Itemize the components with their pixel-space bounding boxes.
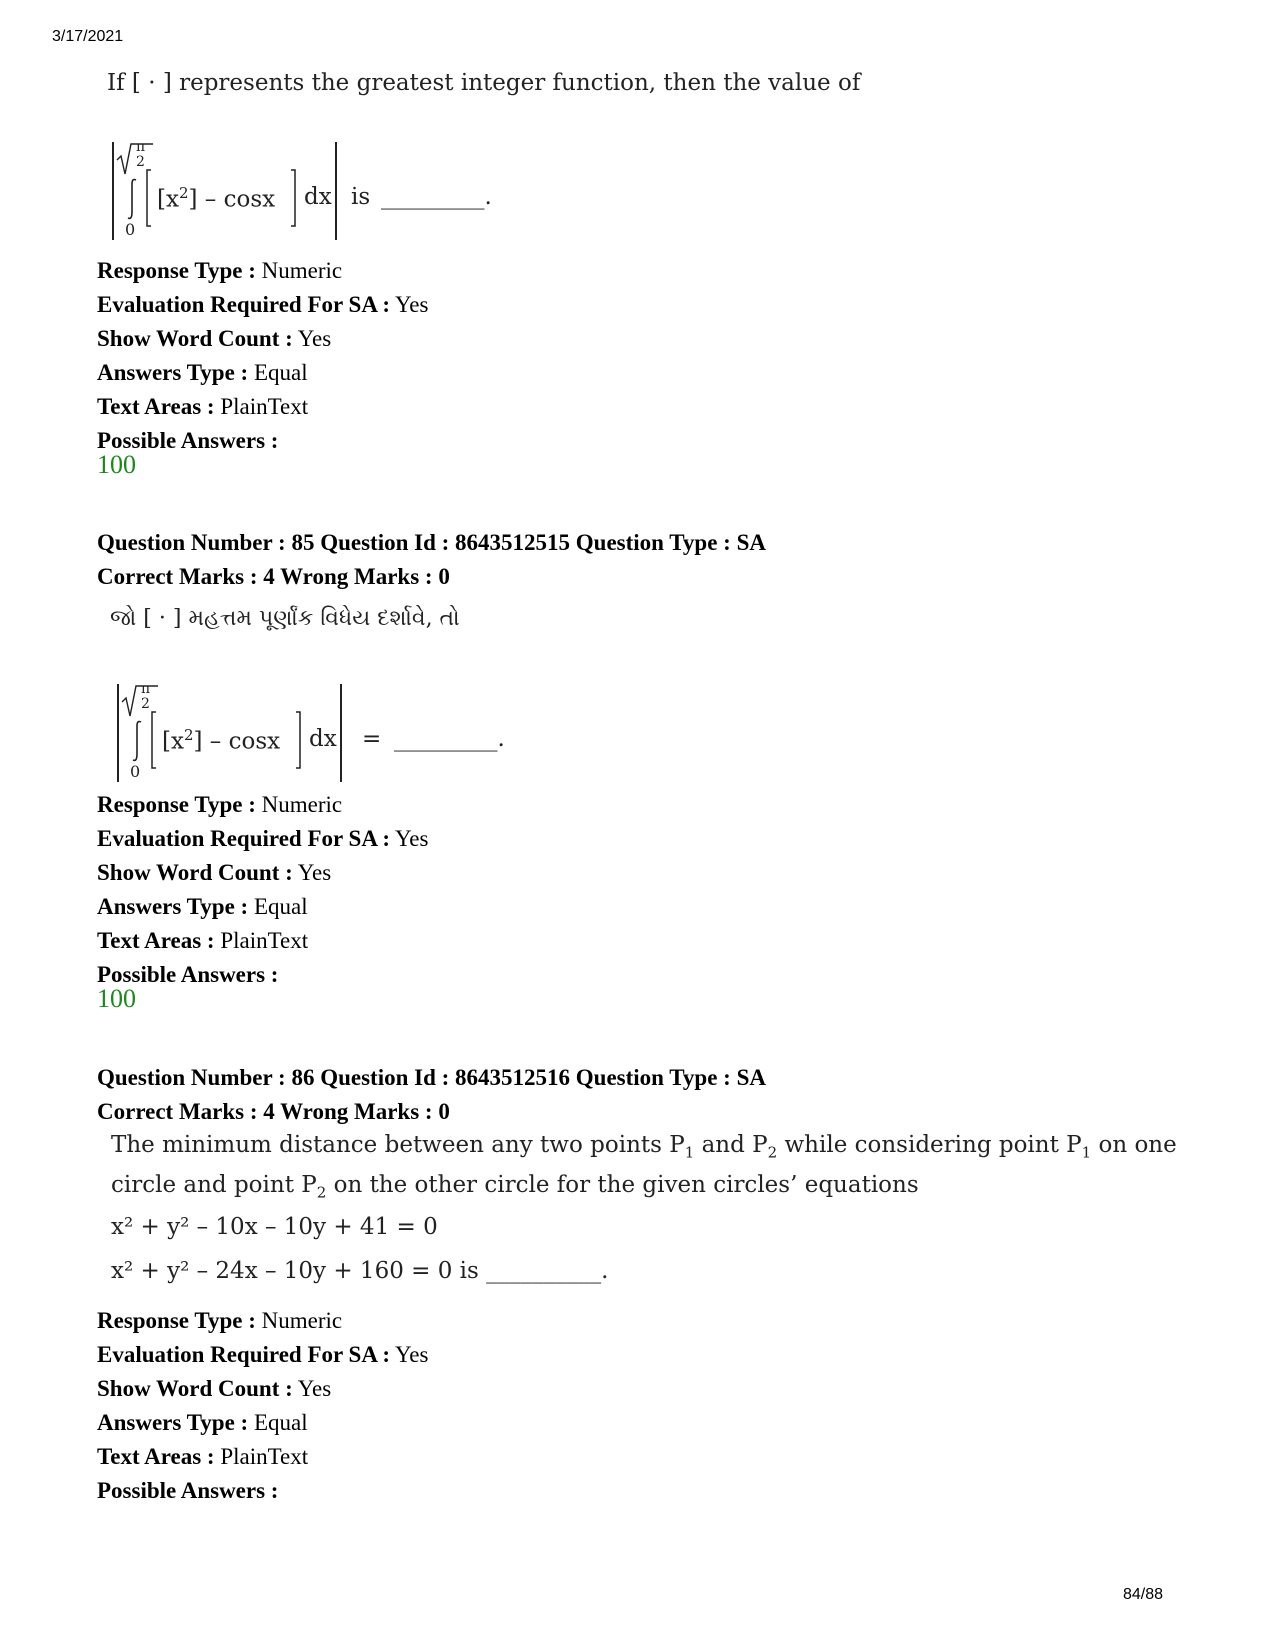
q86-meta-response-type: Response Type : Numeric xyxy=(97,1308,343,1333)
q86-meta xyxy=(97,1304,428,1508)
q85-equals: = xyxy=(362,726,382,752)
q86-header xyxy=(97,1061,766,1129)
q85-meta-possible-answers: Possible Answers : xyxy=(97,962,279,987)
q84-suffix: is xyxy=(351,184,371,210)
q84-meta-possible-answers: Possible Answers : xyxy=(97,428,279,453)
q86-meta-text-areas: Text Areas : PlainText xyxy=(97,1444,309,1469)
q84-integrand xyxy=(157,184,275,213)
q85-blank: _________. xyxy=(394,726,505,752)
q85-header-line2: Correct Marks : 4 Wrong Marks : 0 xyxy=(97,564,450,589)
q84-upper-num: π xyxy=(136,139,146,155)
q85-meta-text-areas: Text Areas : PlainText xyxy=(97,928,309,953)
q84-upper-den: 2 xyxy=(136,154,145,170)
q86-header-line2: Correct Marks : 4 Wrong Marks : 0 xyxy=(97,1099,450,1124)
q85-integrand xyxy=(162,726,280,755)
q86-stem-line2: circle and point $P_2$ on the other circle for the given circles’ equations xyxy=(111,1172,919,1202)
q84-meta-answers-type: Answers Type : Equal xyxy=(97,360,308,385)
q84-meta-text-areas: Text Areas : PlainText xyxy=(97,394,309,419)
q84-integrand-left: [x xyxy=(157,186,179,213)
page-number: 84/88 xyxy=(1122,1586,1163,1603)
q84-meta-response-type: Response Type : Numeric xyxy=(97,258,343,283)
q86-equation-2: x² + y² – 24x – 10y + 160 = 0 is __________. xyxy=(111,1258,609,1284)
q84-meta-evaluation: Evaluation Required For SA : Yes xyxy=(97,292,429,317)
q85-integral xyxy=(110,682,540,786)
q85-integrand-sup: 2 xyxy=(183,726,194,744)
q86-equation-1: x² + y² – 10x – 10y + 41 = 0 xyxy=(111,1214,438,1240)
q84-integrand-right: ] – cosx xyxy=(188,186,276,213)
q85-meta-response-type: Response Type : Numeric xyxy=(97,792,343,817)
q85-integrand-right: ] – cosx xyxy=(193,728,281,755)
q85-meta-word-count: Show Word Count : Yes xyxy=(97,860,332,885)
q84-integral xyxy=(105,140,525,244)
q85-lower-limit: 0 xyxy=(130,762,141,781)
q86-meta-answers-type: Answers Type : Equal xyxy=(97,1410,308,1435)
q86-meta-possible-answers: Possible Answers : xyxy=(97,1478,279,1503)
q85-upper-den: 2 xyxy=(141,696,150,712)
q85-meta-answers-type: Answers Type : Equal xyxy=(97,894,308,919)
q85-meta xyxy=(97,788,428,992)
q84-stem: If [ · ] represents the greatest integer function, then the value of xyxy=(107,70,861,96)
q85-stem: જો [ · ] મહત્તમ પૂર્ણાંક વિધેય દર્શાવે, તો xyxy=(110,606,460,631)
q84-answer: 100 xyxy=(97,450,136,479)
q85-header xyxy=(97,526,766,594)
q85-integrand-left: [x xyxy=(162,728,184,755)
q85-meta-evaluation: Evaluation Required For SA : Yes xyxy=(97,826,429,851)
q84-integrand-sup: 2 xyxy=(178,184,189,202)
q85-answer: 100 xyxy=(97,984,136,1013)
q86-meta-evaluation: Evaluation Required For SA : Yes xyxy=(97,1342,429,1367)
q84-meta-word-count: Show Word Count : Yes xyxy=(97,326,332,351)
q84-blank: _________. xyxy=(381,184,492,210)
page-date: 3/17/2021 xyxy=(52,28,124,45)
q86-stem-line1: The minimum distance between any two points $P_1$ and $P_2$ while considering point $P_1$ on one xyxy=(111,1132,1177,1162)
q85-upper-num: π xyxy=(141,681,151,697)
q85-dx: dx xyxy=(309,726,337,752)
q86-meta-word-count: Show Word Count : Yes xyxy=(97,1376,332,1401)
q84-dx: dx xyxy=(304,184,332,210)
q84-meta xyxy=(97,254,428,458)
q84-lower-limit: 0 xyxy=(125,220,136,239)
q86-header-line1: Question Number : 86 Question Id : 8643512516 Question Type : SA xyxy=(97,1065,766,1090)
q85-header-line1: Question Number : 85 Question Id : 8643512515 Question Type : SA xyxy=(97,530,766,555)
